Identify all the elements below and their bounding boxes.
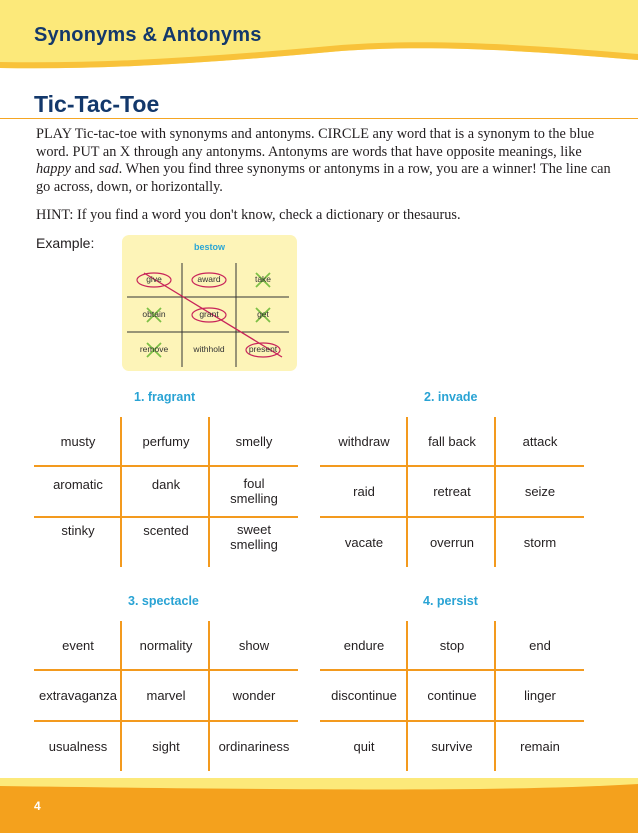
board-3-cell-1-2[interactable]: normality <box>139 637 193 653</box>
board-3 <box>34 621 298 771</box>
board-4-cell-2-1[interactable]: discontinue <box>331 687 397 703</box>
instructions-text: PLAY Tic-tac-toe with synonyms and antonyms. CIRCLE any word that is a synonym to the blue word. PUT an X through any antonyms. Antonyms are words that have opposite meanings, like <box>36 126 595 160</box>
grid-horizontal-line <box>34 516 298 518</box>
board-3-title: 3. spectacle <box>128 594 199 608</box>
header-band <box>0 0 638 95</box>
example-cell-2-3: get <box>257 309 269 319</box>
board-1-cell-2-3[interactable]: foul smelling <box>230 476 278 506</box>
board-4-cell-3-3[interactable]: remain <box>520 738 560 754</box>
board-1-cell-2-2[interactable]: dank <box>151 476 181 492</box>
title-underline <box>0 118 638 119</box>
board-4-title: 4. persist <box>423 594 478 608</box>
board-4 <box>320 621 584 771</box>
board-1-cell-3-3[interactable]: sweet smelling <box>230 522 278 552</box>
board-1-cell-2-1[interactable]: aromatic <box>53 476 103 492</box>
board-2-cell-3-1[interactable]: vacate <box>344 534 384 550</box>
board-3-cell-3-1[interactable]: usualness <box>48 738 108 754</box>
board-2-cell-2-1[interactable]: raid <box>353 483 375 499</box>
example-cell-1-2: award <box>197 274 221 284</box>
board-3-cell-2-2[interactable]: marvel <box>146 687 186 703</box>
board-4-cell-1-1[interactable]: endure <box>343 637 385 653</box>
example-cell-1-1: give <box>146 274 162 284</box>
board-2-cell-1-2[interactable]: fall back <box>428 433 476 449</box>
instructions-text-and: and <box>70 161 99 177</box>
board-4-cell-3-1[interactable]: quit <box>353 738 375 754</box>
board-2-cell-3-3[interactable]: storm <box>523 534 557 550</box>
board-1-cell-3-2[interactable]: scented <box>143 522 189 538</box>
board-4-cell-3-2[interactable]: survive <box>431 738 473 754</box>
board-3-cell-2-1[interactable]: extravaganza <box>38 687 118 703</box>
example-cell-3-2: withhold <box>193 344 225 354</box>
example-board <box>122 235 297 371</box>
example-cell-2-1: obtain <box>142 309 166 319</box>
page-title: Tic-Tac-Toe <box>34 91 160 117</box>
grid-horizontal-line <box>320 516 584 518</box>
board-3-cell-2-3[interactable]: wonder <box>232 687 276 703</box>
example-word-sad: sad <box>98 161 119 177</box>
footer-band <box>0 778 638 833</box>
instructions-paragraph <box>36 126 611 196</box>
example-cell-3-3: present <box>248 344 278 354</box>
board-1-cell-3-1[interactable]: stinky <box>61 522 95 538</box>
board-1-cell-1-1[interactable]: musty <box>60 433 96 449</box>
example-word-happy: happy <box>36 161 71 177</box>
grid-horizontal-line <box>34 669 298 671</box>
hint-text: HINT: If you find a word you don't know, check a dictionary or thesaurus. <box>36 207 461 223</box>
board-2-title: 2. invade <box>424 390 478 404</box>
example-label: Example: <box>36 235 95 251</box>
grid-horizontal-line <box>320 669 584 671</box>
board-2-cell-1-3[interactable]: attack <box>522 433 558 449</box>
board-3-cell-3-2[interactable]: sight <box>152 738 180 754</box>
board-2-cell-2-2[interactable]: retreat <box>433 483 471 499</box>
board-4-cell-2-3[interactable]: linger <box>524 687 556 703</box>
example-cell-1-3: take <box>254 274 272 284</box>
example-target-word: bestow <box>193 242 225 252</box>
board-2-cell-2-3[interactable]: seize <box>524 483 556 499</box>
board-3-cell-1-1[interactable]: event <box>62 637 94 653</box>
grid-horizontal-line <box>34 720 298 722</box>
example-cell-3-1: remove <box>139 344 169 354</box>
board-3-cell-1-3[interactable]: show <box>238 637 270 653</box>
board-2-cell-3-2[interactable]: overrun <box>429 534 475 550</box>
board-4-cell-2-2[interactable]: continue <box>427 687 477 703</box>
section-title: Synonyms & Antonyms <box>34 24 262 46</box>
instructions-text-end: . When you find three synonyms or antonyms in a row, you are a winner! The line can go across, down, or horizontally. <box>36 161 611 195</box>
example-cell-2-2: grant <box>199 309 219 319</box>
page-number: 4 <box>34 799 41 813</box>
board-1-title: 1. fragrant <box>134 390 196 404</box>
grid-horizontal-line <box>320 720 584 722</box>
board-4-cell-1-2[interactable]: stop <box>439 637 465 653</box>
grid-horizontal-line <box>34 465 298 467</box>
board-2-cell-1-1[interactable]: withdraw <box>338 433 390 449</box>
board-1-cell-1-3[interactable]: smelly <box>235 433 273 449</box>
board-1-cell-1-2[interactable]: perfumy <box>142 433 190 449</box>
board-2 <box>320 417 584 567</box>
grid-horizontal-line <box>320 465 584 467</box>
board-4-cell-1-3[interactable]: end <box>529 637 551 653</box>
board-1 <box>34 417 298 567</box>
board-3-cell-3-3[interactable]: ordinariness <box>218 738 290 754</box>
